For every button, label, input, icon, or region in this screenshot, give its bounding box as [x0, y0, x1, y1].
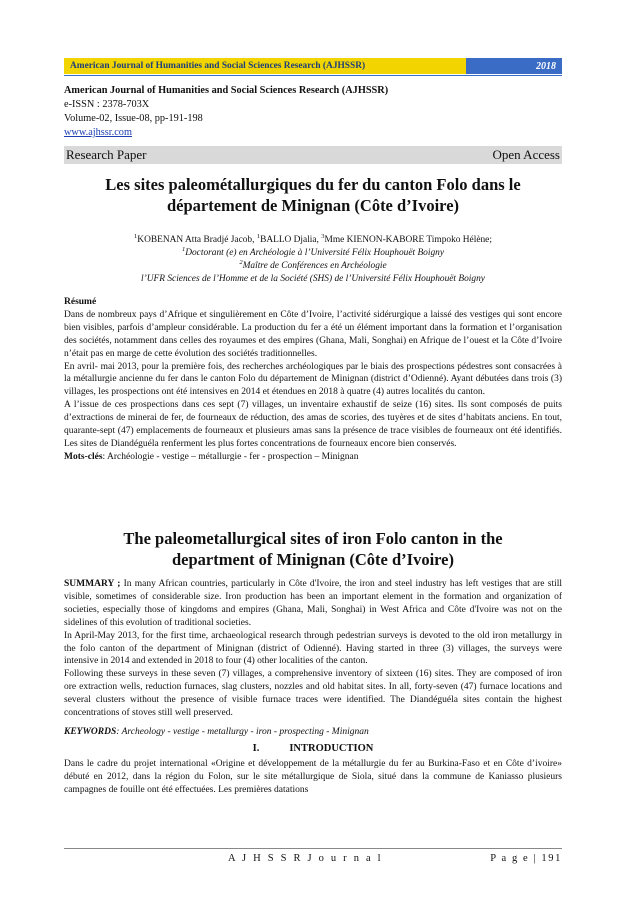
footer-rule: [64, 848, 562, 849]
meta-journal: American Journal of Humanities and Social Sciences Research (AJHSSR): [64, 85, 389, 96]
summary-paragraph-2: In April-May 2013, for the first time, archaeological research through pedestrian surveys is devoted to the old iron metallurgy in the folo canton of the department of Minignan (district of Odienné). Having started in three (3) villages, the surveys were intensive in 2014 and extended in 2018 to four (4) other localities of the canton.: [64, 630, 562, 667]
intro-paragraph-1: Dans le cadre du projet international «Origine et développement de la métallurgie du fer au Burkina-Faso et en Côte d’ivoire» débuté en 2012, dans la région du Folon, sur le site métallurgique de Siola, situé dans la commune de Kaniasso plusieurs campagnes de fouille ont été effectuées. Les premières datations: [64, 758, 562, 795]
summary-keywords: KEYWORDS: Archeology - vestige - metallurgy - iron - prospecting - Minignan: [64, 726, 369, 737]
paper-type-bar: [64, 146, 562, 164]
author-2: BALLO Djalia,: [260, 235, 319, 245]
resume-section: [64, 296, 562, 464]
page-number: P a g e | 191: [490, 853, 562, 864]
author-list: $^1$KOBENAN Atta Bradjé Jacob, $^1$BALLO Djalia, $^3$Mme KIENON-KABORE Timpoko Hélène;: [134, 233, 492, 245]
title-french-line1: Les sites paleométallurgiques du fer du canton Folo dans le: [105, 175, 521, 194]
paper-type: Research Paper: [66, 147, 147, 162]
header-year: 2018: [536, 60, 556, 72]
resume-paragraph-2: En avril- mai 2013, pour la première fois, des recherches archéologiques par le biais des prospections pédestres sont consacrées à la métallurgie ancienne du fer dans le canton Folo du département de Minignan (district d’Odienné). Ayant débutées dans trois (3) villages, les prospections ont été intensives en 2014 et étendues en 2018 à quatre (4) autres localités du canton.: [64, 361, 562, 398]
resume-paragraph-3: A l’issue de ces prospections dans ces sept (7) villages, un inventaire exhaustif de seize (16) sites. Ils sont composés de puits d’extractions de minerai de fer, de fourneaux de réduction, des amas de scories, des tuyères et de sites d’habitats anciens. En tout, quarante-sept (47) emplacements de fourneaux et plusieurs amas sans la présence de trace visibles de fourneaux ont été identifiés. Les sites de Diandéguéla renferment les plus fortes concentrations de fourneaux encore bien conservés.: [64, 400, 562, 449]
author-1: KOBENAN Atta Bradjé Jacob,: [137, 235, 255, 245]
resume-paragraph-1: Dans de nombreux pays d’Afrique et singulièrement en Côte d’Ivoire, l’activité sidérurgique a laissé des vestiges qui sont encore bien visibles, parfois d’ampleur considérable. La production du fer a été un élément important dans la formation et l’organisation des sociétés, notamment dans celles des royaumes et des empires (Ghana, Mali, Songhai) en Afrique de l’ouest et la Côte d’Ivoire n’était pas en marge de cette évolution des sociétés traditionnelles.: [64, 309, 562, 359]
title-french: [64, 174, 562, 216]
summary-paragraph-3: Following these surveys in these seven (7) villages, a comprehensive inventory of sixteen (16) sites. They are composed of iron ore extraction wells, reduction furnaces, slag clusters, nozzles and old habitat sites. In all, forty-seven (47) furnace locations and several clusters without the presence of visible furnace traces were identified. The Diandéguéla sites contain the highest concentrations of stoves still well preserved.: [64, 669, 562, 719]
journal-meta: [64, 84, 562, 140]
header-rule: [64, 75, 562, 76]
title-french-line2: département de Minignan (Côte d’Ivoire): [166, 196, 460, 215]
title-english-line1: The paleometallurgical sites of iron Folo canton in the: [123, 529, 503, 548]
section-heading-introduction: I. INTRODUCTION: [252, 742, 374, 754]
authors-block: [64, 234, 562, 286]
journal-header-bar: [64, 58, 562, 74]
journal-url-link[interactable]: www.ajhssr.com: [64, 127, 132, 138]
access-type: Open Access: [492, 147, 560, 162]
meta-volume: Volume-02, Issue-08, pp-191-198: [64, 113, 203, 124]
resume-keywords: Mots-clés: Archéologie - vestige – métallurgie - fer - prospection – Minignan: [64, 451, 359, 462]
summary-section: [64, 578, 562, 797]
footer-journal: A J H S S R J o u r n a l: [228, 853, 383, 864]
summary-heading: SUMMARY ;: [64, 579, 121, 589]
affiliation-3: l’UFR Sciences de l’Homme et de la Société (SHS) de l’Université Félix Houphouët Boigny: [141, 274, 485, 284]
header-journal-name: American Journal of Humanities and Social Sciences Research (AJHSSR): [64, 58, 466, 74]
title-english-line2: department of Minignan (Côte d’Ivoire): [172, 550, 454, 569]
meta-issn: e-ISSN : 2378-703X: [64, 99, 150, 110]
resume-heading: Résumé: [64, 297, 97, 307]
title-english: [64, 528, 562, 570]
affiliation-2: $^2$Maître de Conférences en Archéologie: [239, 259, 387, 271]
summary-paragraph-1: SUMMARY ; In many African countries, particularly in Côte d'Ivoire, the iron and steel industry has left vestiges that are still visible, sometimes of considerable size. Iron production has been an important element in the formation and organization of societies, especially those of kingdoms and empires (Ghana, Mali, Songhai) in West Africa and Côte d'Ivoire was not on the sidelines of this evolution of traditional societies.: [64, 579, 562, 628]
affiliation-1: $^1$Doctorant (e) en Archéologie à l’Université Félix Houphouët Boigny: [181, 246, 445, 258]
author-3: Mme KIENON-KABORE Timpoko Hélène;: [324, 235, 492, 245]
